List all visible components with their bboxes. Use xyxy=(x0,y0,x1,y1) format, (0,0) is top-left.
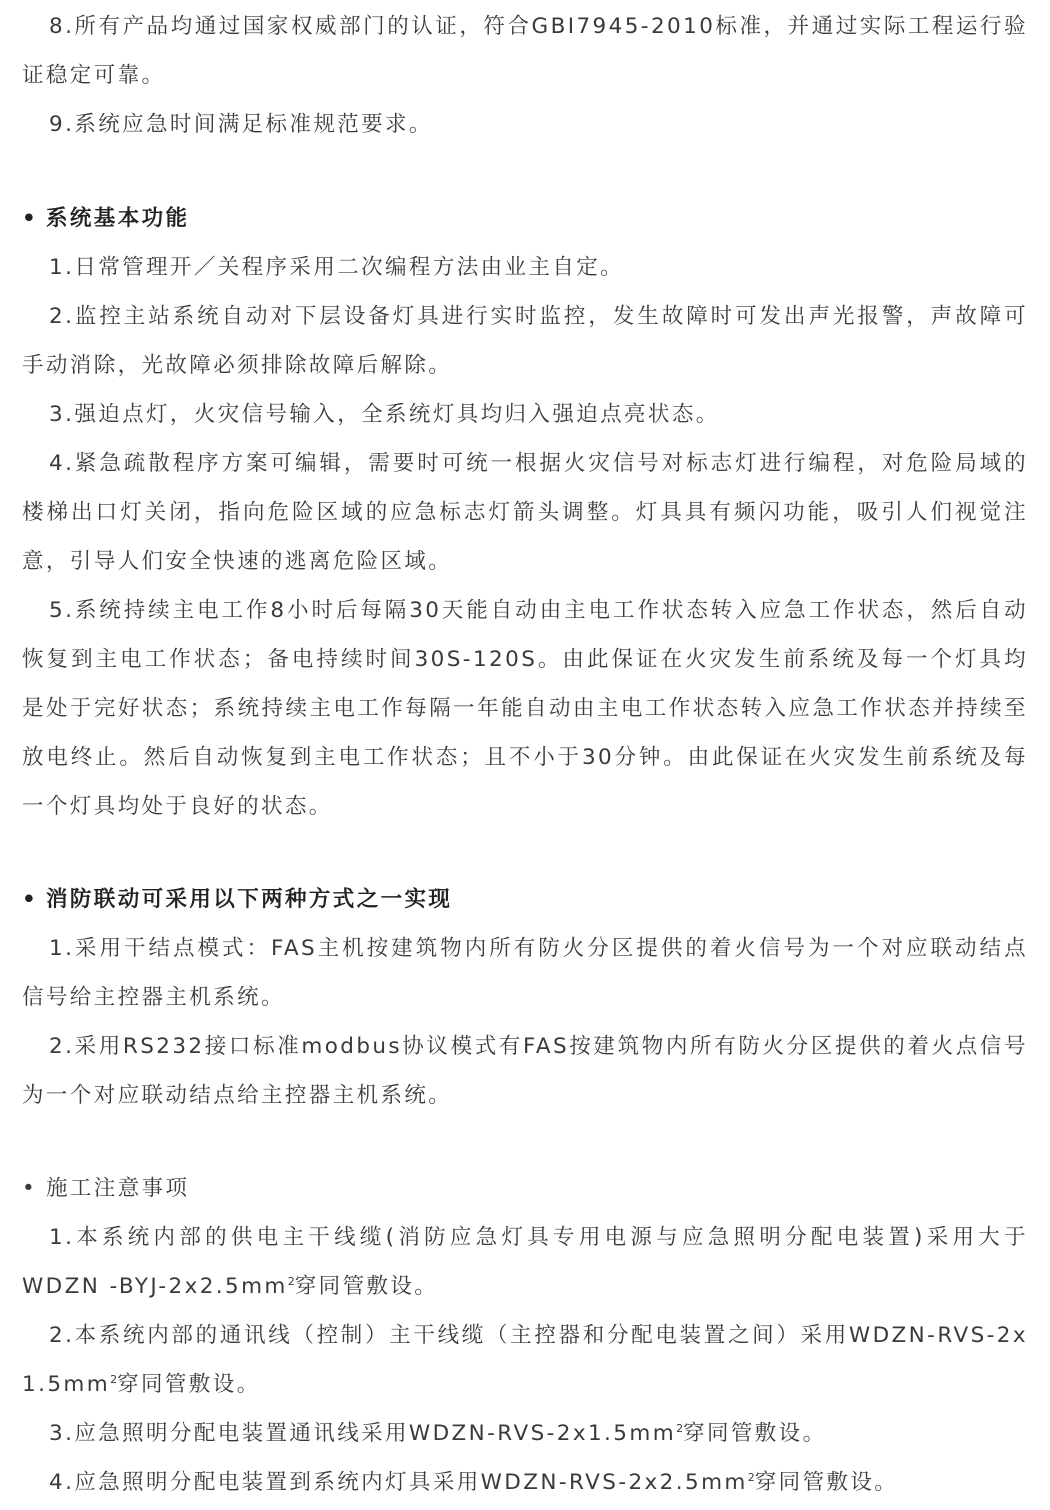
section-title: 消防联动可采用以下两种方式之一实现 xyxy=(46,887,453,912)
bullet-icon: • xyxy=(22,1176,38,1201)
section-gap xyxy=(22,1120,1028,1164)
linkage-item-2: 2.采用RS232接口标准modbus协议模式有FAS按建筑物内所有防火分区提供的着火点信号为一个对应联动结点给主控器主机系统。 xyxy=(22,1034,1028,1108)
notes-item-4: 4.应急照明分配电装置到系统内灯具采用WDZN-$RVS-2x2.5mm^2$穿同管敷设。 xyxy=(49,1470,899,1495)
intro-item-8: 8.所有产品均通过国家权威部门的认证，符合GBI7945-2010标准，并通过实际工程运行验证稳定可靠。 xyxy=(22,14,1028,88)
notes-item-2: 2.本系统内部的通讯线（控制）主干线缆（主控器和分配电装置之间）采用WDZN-RVS-2x $1.5mm^2$穿同管敷设。 xyxy=(22,1323,1028,1397)
section-title: 系统基本功能 xyxy=(46,206,190,231)
basic-item-1: 1.日常管理开／关程序采用二次编程方法由业主自定。 xyxy=(49,255,625,280)
section-heading-fire-linkage xyxy=(22,875,1028,924)
linkage-item-1: 1.采用干结点模式：FAS主机按建筑物内所有防火分区提供的着火信号为一个对应联动结点信号给主控器主机系统。 xyxy=(22,936,1028,1010)
intro-item-9: 9.系统应急时间满足标准规范要求。 xyxy=(49,112,433,137)
document-page xyxy=(22,0,1028,1507)
bullet-icon: • xyxy=(22,887,39,912)
notes-item-3: 3.应急照明分配电装置通讯线采用WDZN-$RVS-2x1.5mm^2$穿同管敷设。 xyxy=(49,1421,827,1446)
bullet-icon: • xyxy=(22,206,39,231)
section-title: 施工注意事项 xyxy=(46,1176,190,1201)
section-gap xyxy=(22,149,1028,194)
section-heading-basic-functions xyxy=(22,194,1028,243)
section-gap xyxy=(22,831,1028,875)
basic-item-3: 3.强迫点灯，火灾信号输入，全系统灯具均归入强迫点亮状态。 xyxy=(49,402,720,427)
basic-item-4: 4.紧急疏散程序方案可编辑，需要时可统一根据火灾信号对标志灯进行编程，对危险局域的楼梯出口灯关闭，指向危险区域的应急标志灯箭头调整。灯具具有频闪功能，吸引人们视觉注意，引导人们安全快速的逃离危险区域。 xyxy=(22,451,1028,574)
basic-item-2: 2.监控主站系统自动对下层设备灯具进行实时监控，发生故障时可发出声光报警，声故障可手动消除，光故障必须排除故障后解除。 xyxy=(22,304,1028,378)
section-heading-construction-notes xyxy=(22,1164,1028,1213)
notes-item-1: 1.本系统内部的供电主干线缆(消防应急灯具专用电源与应急照明分配电装置)采用大于WDZN $-BYJ-2x2.5mm^2$穿同管敷设。 xyxy=(22,1225,1028,1299)
basic-item-5: 5.系统持续主电工作8小时后每隔30天能自动由主电工作状态转入应急工作状态，然后自动恢复到主电工作状态；备电持续时间30S-120S。由此保证在火灾发生前系统及每一个灯具均是处于完好状态；系统持续主电工作每隔一年能自动由主电工作状态转入应急工作状态并持续至放电终止。然后自动恢复到主电工作状态；且不小于30分钟。由此保证在火灾发生前系统及每一个灯具均处于良好的状态。 xyxy=(22,598,1028,819)
